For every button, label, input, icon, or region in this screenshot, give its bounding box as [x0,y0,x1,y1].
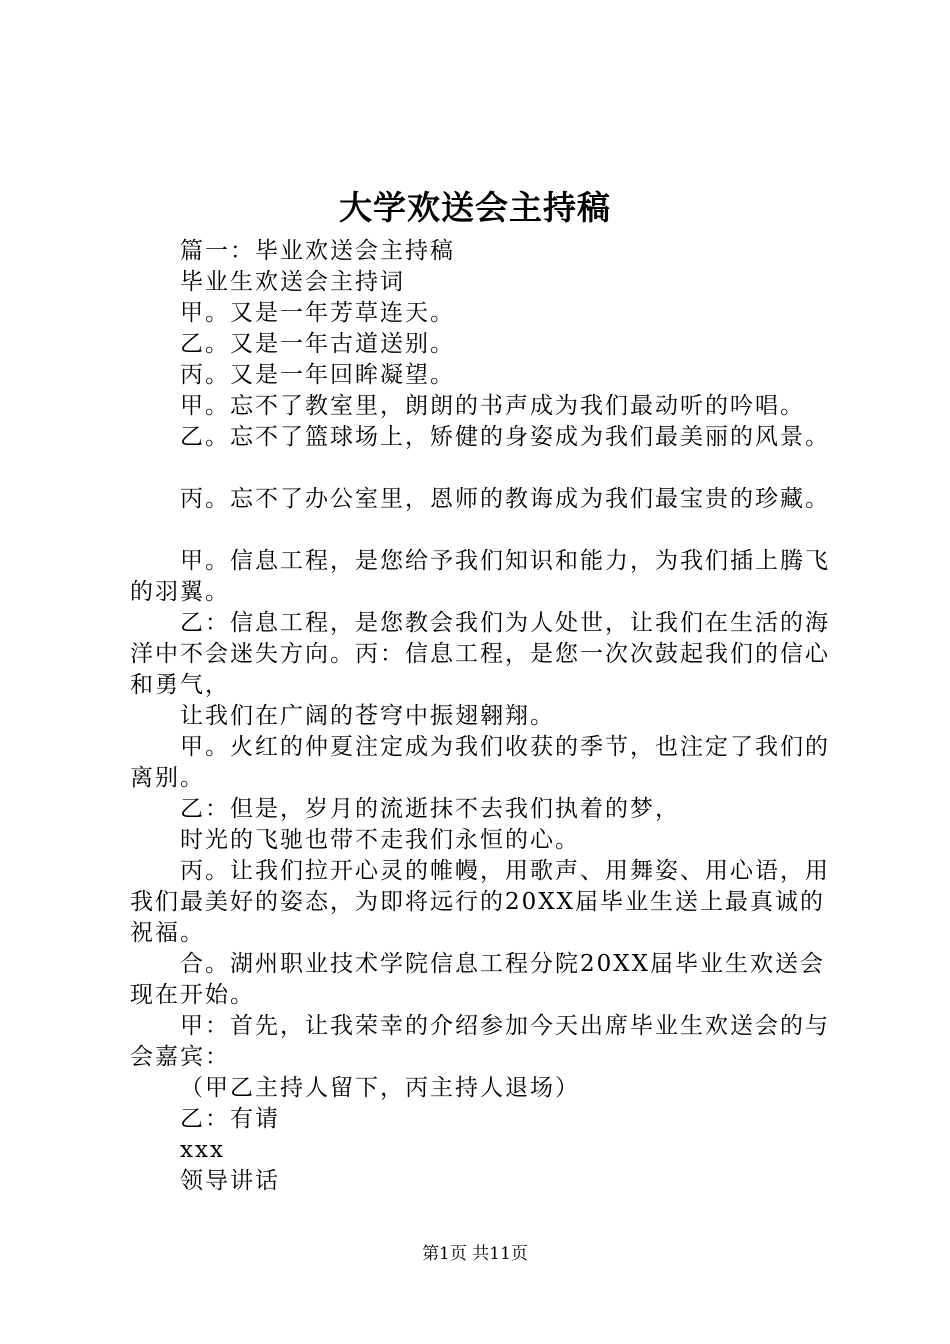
paragraph: 领导讲话 [180,1168,280,1194]
paragraph: 丙。忘不了办公室里，恩师的教诲成为我们最宝贵的珍藏。 [180,486,830,512]
document-body [130,236,840,1197]
paragraph: 丙。又是一年回眸凝望。 [180,362,455,388]
paragraph: 乙：但是，岁月的流逝抹不去我们执着的梦， [180,796,680,822]
paragraph: 甲。火红的仲夏注定成为我们收获的季节，也注定了我们的离别。 [130,734,830,791]
paragraph: 甲：首先，让我荣幸的介绍参加今天出席毕业生欢送会的与会嘉宾： [130,1013,830,1070]
page-footer: 第1页 共11页 [422,1244,528,1264]
paragraph: 时光的飞驰也带不走我们永恒的心。 [180,827,580,853]
paragraph: xxx [180,1137,225,1163]
paragraph: 甲。信息工程，是您给予我们知识和能力，为我们插上腾飞的羽翼。 [130,548,830,605]
paragraph: 篇一：毕业欢送会主持稿 [180,238,455,264]
paragraph: 丙。让我们拉开心灵的帷幔，用歌声、用舞姿、用心语，用我们最美好的姿态，为即将远行的20XX届毕业生送上最真诚的祝福。 [130,858,830,946]
paragraph-spacer [130,453,840,484]
paragraph: 乙：信息工程，是您教会我们为人处世，让我们在生活的海洋中不会迷失方向。丙：信息工程，是您一次次鼓起我们的信心和勇气， [130,610,830,698]
paragraph: 甲。忘不了教室里，朗朗的书声成为我们最动听的吟唱。 [180,393,805,419]
paragraph: 乙。忘不了篮球场上，矫健的身姿成为我们最美丽的风景。 [180,424,830,450]
paragraph: 毕业生欢送会主持词 [180,269,405,295]
document-title: 大学欢送会主持稿 [339,188,611,227]
paragraph: 让我们在广阔的苍穹中振翅翱翔。 [180,703,555,729]
paragraph: 甲。又是一年芳草连天。 [180,300,455,326]
paragraph-spacer [130,515,840,546]
paragraph: 乙。又是一年古道送别。 [180,331,455,357]
paragraph: （甲乙主持人留下，丙主持人退场） [180,1075,580,1101]
paragraph: 乙：有请 [180,1106,280,1132]
paragraph: 合。湖州职业技术学院信息工程分院20XX届毕业生欢送会现在开始。 [130,951,826,1008]
